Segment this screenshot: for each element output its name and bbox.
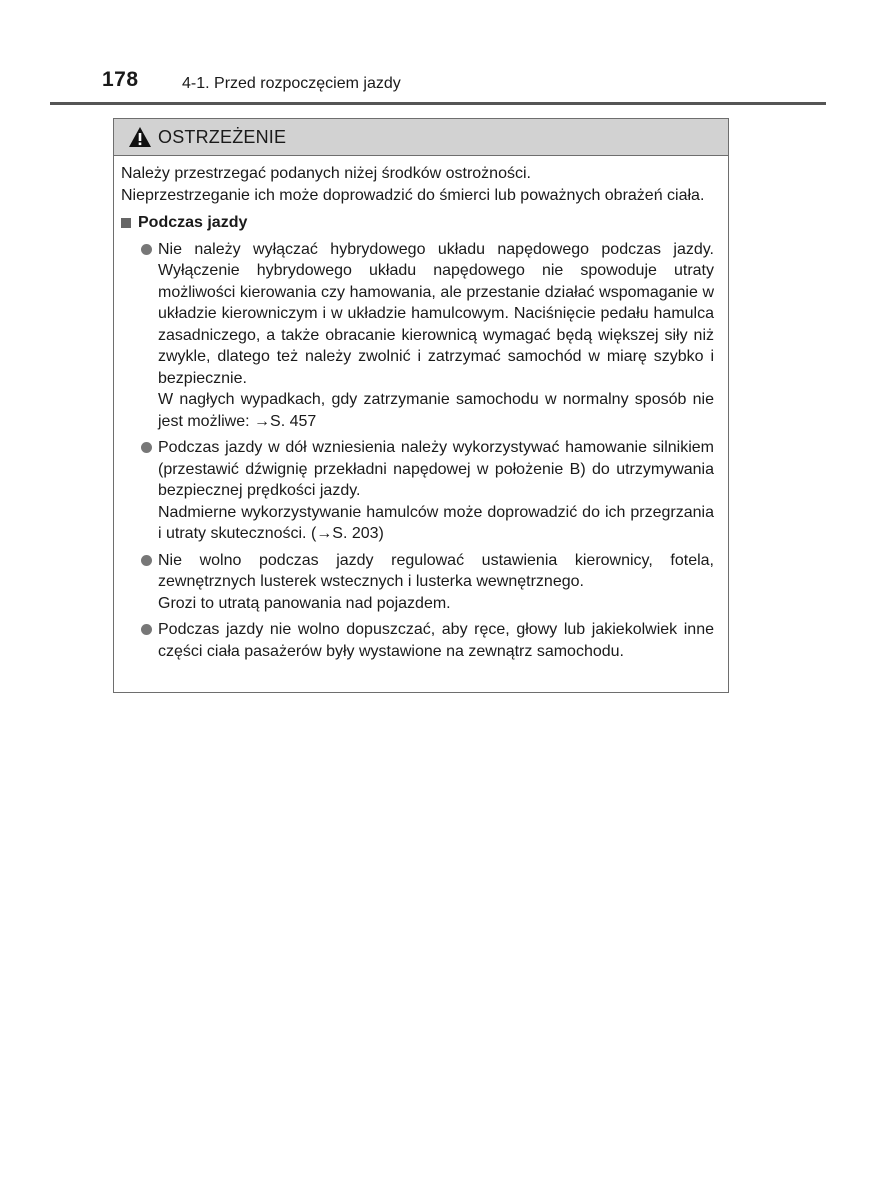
page-header (50, 66, 826, 105)
bullet-text: Nadmierne wykorzystywanie hamulców może doprowadzić do ich przegrzania i utraty skuteczności. (→S. 203) (158, 503, 714, 542)
warning-body (114, 156, 728, 662)
intro-line: Należy przestrzegać podanych niżej środków ostrożności. (121, 165, 531, 182)
list-item (121, 619, 714, 662)
bullet-text: W nagłych wypadkach, gdy zatrzymanie samochodu w normalny sposób nie jest możliwe: →S. 457 (158, 391, 714, 430)
bullet-list (121, 239, 714, 663)
bullet-text: Nie wolno podczas jazdy regulować ustawienia kierownicy, fotela, zewnętrznych lusterek wstecznych i lusterka wewnętrznego. (158, 551, 714, 590)
warning-intro (121, 163, 714, 206)
page-number: 178 (102, 68, 139, 91)
bullet-text: Grozi to utratą panowania nad pojazdem. (158, 594, 451, 612)
list-item (121, 239, 714, 433)
list-item (121, 550, 714, 615)
intro-line: Nieprzestrzeganie ich może doprowadzić do śmierci lub poważnych obrażeń ciała. (121, 186, 705, 204)
bullet-text: Podczas jazdy nie wolno dopuszczać, aby ręce, głowy lub jakiekolwiek inne części ciała pasażerów były wystawione na zewnątrz samochodu. (158, 621, 714, 660)
subheading-text: Podczas jazdy (138, 214, 248, 231)
warning-header (114, 119, 728, 156)
warning-box (113, 118, 729, 693)
list-item (121, 437, 714, 545)
section-title: 4-1. Przed rozpoczęciem jazdy (182, 75, 401, 92)
bullet-dot-icon (141, 442, 152, 453)
subheading (121, 212, 714, 234)
bullet-dot-icon (141, 244, 152, 255)
bullet-dot-icon (141, 555, 152, 566)
warning-triangle-icon (128, 126, 152, 148)
bullet-text: Podczas jazdy w dół wzniesienia należy wykorzystywać hamowanie silnikiem (przestawić dźwignię przekładni napędowej w położenie B) do utrzymywania bezpiecznej prędkości jazdy. (158, 439, 714, 499)
bullet-text: Nie należy wyłączać hybrydowego układu napędowego podczas jazdy. Wyłączenie hybrydowego układu napędowego nie spowoduje utraty możliwości kierowania czy hamowania, ale przestanie działać wspomaganie w układzie kierowniczym i w układzie hamulcowym. Naciśnięcie pedału hamulca zasadniczego, a także obracanie kierownicą wymagać będą większej siły niż zwykle, dlatego też należy zwolnić i zatrzymać samochód w miarę szybko i bezpiecznie. (158, 240, 714, 387)
bullet-dot-icon (141, 624, 152, 635)
warning-title: OSTRZEŻENIE (158, 126, 287, 147)
square-bullet-icon (121, 218, 131, 228)
